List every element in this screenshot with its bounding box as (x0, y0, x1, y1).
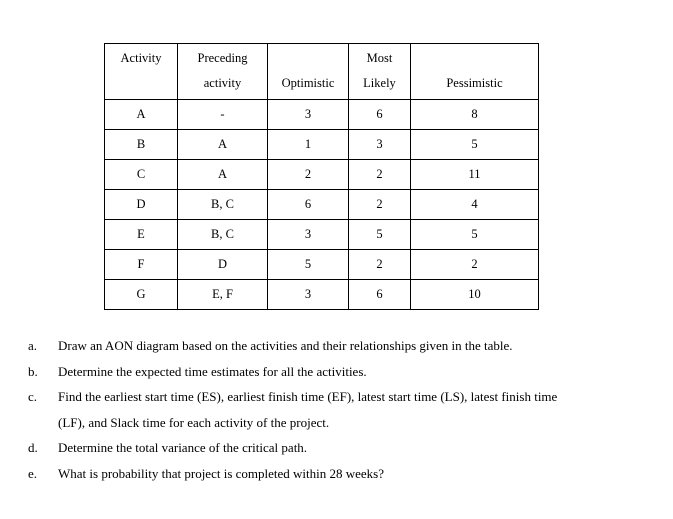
question-text-continuation: (LF), and Slack time for each activity of the project. (58, 414, 330, 430)
question-text: Draw an AON diagram based on the activities and their relationships given in the table. (58, 338, 513, 353)
cell-most-likely: 5 (349, 220, 411, 250)
header-optimistic: Optimistic (268, 44, 349, 100)
cell-preceding: E, F (178, 280, 268, 310)
cell-optimistic: 1 (268, 130, 349, 160)
question-marker: d. (28, 440, 38, 455)
cell-activity: A (105, 100, 178, 130)
question-item (28, 461, 648, 487)
cell-optimistic: 3 (268, 280, 349, 310)
cell-activity: G (105, 280, 178, 310)
header-pessimistic: Pessimistic (411, 44, 539, 100)
cell-pessimistic: 2 (411, 250, 539, 280)
header-most-likely (349, 44, 411, 100)
cell-pessimistic: 4 (411, 190, 539, 220)
cell-most-likely: 2 (349, 250, 411, 280)
question-marker: e. (28, 465, 38, 481)
question-list (28, 333, 648, 486)
header-preceding-line1: Preceding (197, 51, 248, 65)
table-row (105, 190, 539, 220)
cell-most-likely: 2 (349, 190, 411, 220)
cell-most-likely: 6 (349, 280, 411, 310)
table-header-row (105, 44, 539, 100)
question-marker: b. (28, 363, 38, 379)
cell-optimistic: 6 (268, 190, 349, 220)
cell-activity: E (105, 220, 178, 250)
table-row (105, 220, 539, 250)
activity-table (104, 43, 539, 310)
cell-optimistic: 3 (268, 100, 349, 130)
cell-optimistic: 3 (268, 220, 349, 250)
question-text: Determine the total variance of the critical path. (58, 440, 308, 455)
question-item (28, 333, 648, 359)
cell-pessimistic: 5 (411, 130, 539, 160)
table-row (105, 130, 539, 160)
cell-pessimistic: 11 (411, 160, 539, 190)
header-most-line2: Likely (363, 76, 396, 90)
header-preceding-activity (178, 44, 268, 100)
cell-preceding: B, C (178, 220, 268, 250)
cell-optimistic: 5 (268, 250, 349, 280)
question-marker: a. (28, 338, 38, 353)
table-row (105, 160, 539, 190)
cell-optimistic: 2 (268, 160, 349, 190)
cell-most-likely: 3 (349, 130, 411, 160)
question-item (28, 359, 648, 385)
header-most-line1: Most (366, 51, 393, 65)
table-row (105, 280, 539, 310)
cell-activity: D (105, 190, 178, 220)
cell-most-likely: 2 (349, 160, 411, 190)
header-preceding-line2: activity (203, 76, 242, 90)
cell-preceding: - (178, 100, 268, 130)
question-item (28, 435, 648, 461)
header-activity: Activity (105, 44, 178, 100)
cell-most-likely: 6 (349, 100, 411, 130)
question-marker: c. (28, 389, 38, 404)
cell-activity: C (105, 160, 178, 190)
cell-pessimistic: 5 (411, 220, 539, 250)
question-text: Determine the expected time estimates for all the activities. (58, 363, 367, 379)
question-text: What is probability that project is completed within 28 weeks? (58, 465, 385, 481)
cell-pessimistic: 10 (411, 280, 539, 310)
table-row (105, 250, 539, 280)
table-row (105, 100, 539, 130)
cell-preceding: B, C (178, 190, 268, 220)
cell-activity: F (105, 250, 178, 280)
cell-activity: B (105, 130, 178, 160)
cell-preceding: A (178, 130, 268, 160)
question-item (28, 384, 648, 435)
cell-preceding: A (178, 160, 268, 190)
cell-preceding: D (178, 250, 268, 280)
question-text: Find the earliest start time (ES), earliest finish time (EF), latest start time (LS), latest finish time (58, 389, 558, 404)
cell-pessimistic: 8 (411, 100, 539, 130)
